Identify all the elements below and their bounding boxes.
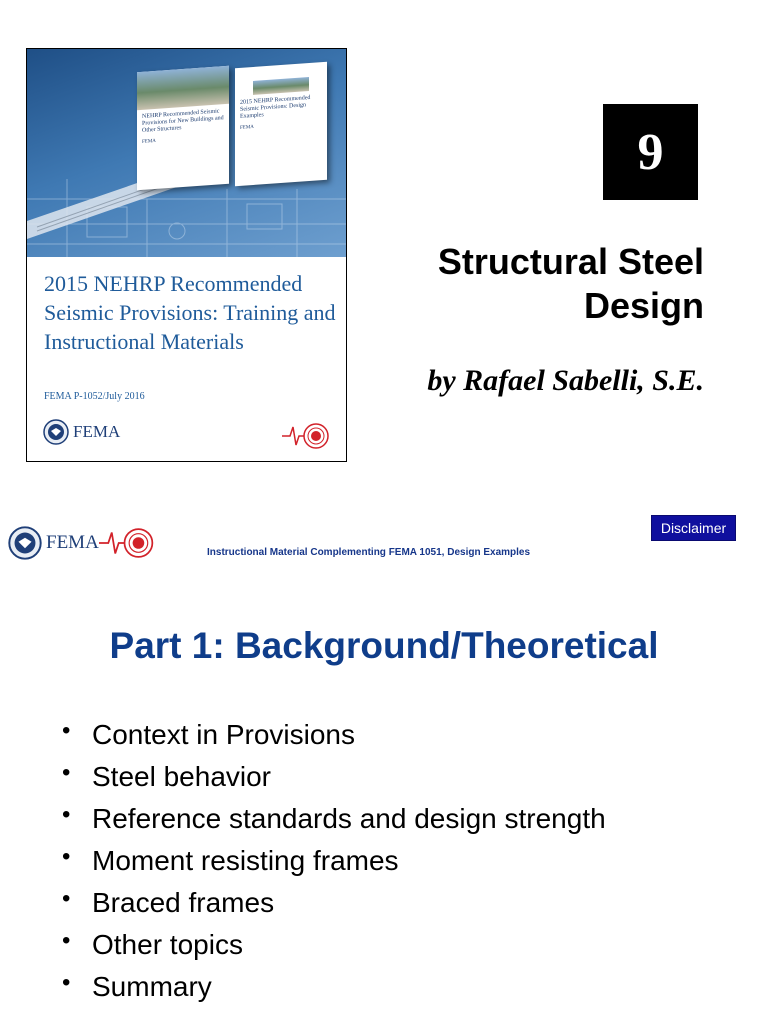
list-item-text: Braced frames [92,887,275,918]
cover-nehrp-logo [282,421,332,456]
slide-outline [0,495,768,1024]
list-item-text: Moment resisting frames [92,845,399,876]
list-item [60,966,606,1008]
list-item [60,798,606,840]
book1-title: NEHRP Recommended Seismic Provisions for New Buildings and Other Structures [142,108,224,134]
instructional-note: Instructional Material Complementing FEMA 1051, Design Examples [207,547,531,558]
disclaimer-button[interactable]: Disclaimer [651,515,736,541]
cover-title: 2015 NEHRP Recommended Seismic Provisions: Training and Instructional Materials [44,271,336,354]
cover-blueprint-art [27,49,346,257]
list-item [60,882,606,924]
bullet-icon: • [62,843,71,870]
header-fema-label: FEMA [46,532,99,553]
nehrp-logo-icon [282,421,332,451]
list-item-text: Summary [92,971,212,1002]
slide-title [0,0,768,490]
list-item [60,714,606,756]
bullet-icon: • [62,801,71,828]
list-item [60,840,606,882]
chapter-number: 9 [603,104,698,200]
topic-list [60,714,606,1008]
design-examples-book [235,62,327,186]
list-item-text: Other topics [92,929,243,960]
list-item [60,924,606,966]
provisions-book [137,66,229,190]
list-item [60,756,606,798]
bullet-icon: • [62,717,71,744]
section-heading: Part 1: Background/Theoretical [109,625,659,666]
bullet-icon: • [62,885,71,912]
book-photo [137,66,229,110]
book2-fema: FEMA [240,124,254,131]
book1-fema: FEMA [142,138,156,145]
list-item-text: Steel behavior [92,761,272,792]
dhs-seal-icon [43,419,69,445]
presentation-title: Structural Steel Design [437,241,704,326]
cover-fema-label: FEMA [73,422,121,441]
book2-title: 2015 NEHRP Recommended Seismic Provisions: Design Examples [240,94,311,120]
cover-fema-logo [43,419,120,445]
list-item-text: Context in Provisions [92,719,356,750]
dhs-seal-icon [8,526,42,560]
nehrp-logo-icon [99,525,157,561]
header-logos [8,525,157,561]
bullet-icon: • [62,969,71,996]
bullet-icon: • [62,759,71,786]
list-item-text: Reference standards and design strength [92,803,606,834]
cover-subtitle: FEMA P-1052/July 2016 [44,391,145,402]
book-cover-image [26,48,347,462]
bullet-icon: • [62,927,71,954]
author-line: by Rafael Sabelli, S.E. [427,364,704,397]
